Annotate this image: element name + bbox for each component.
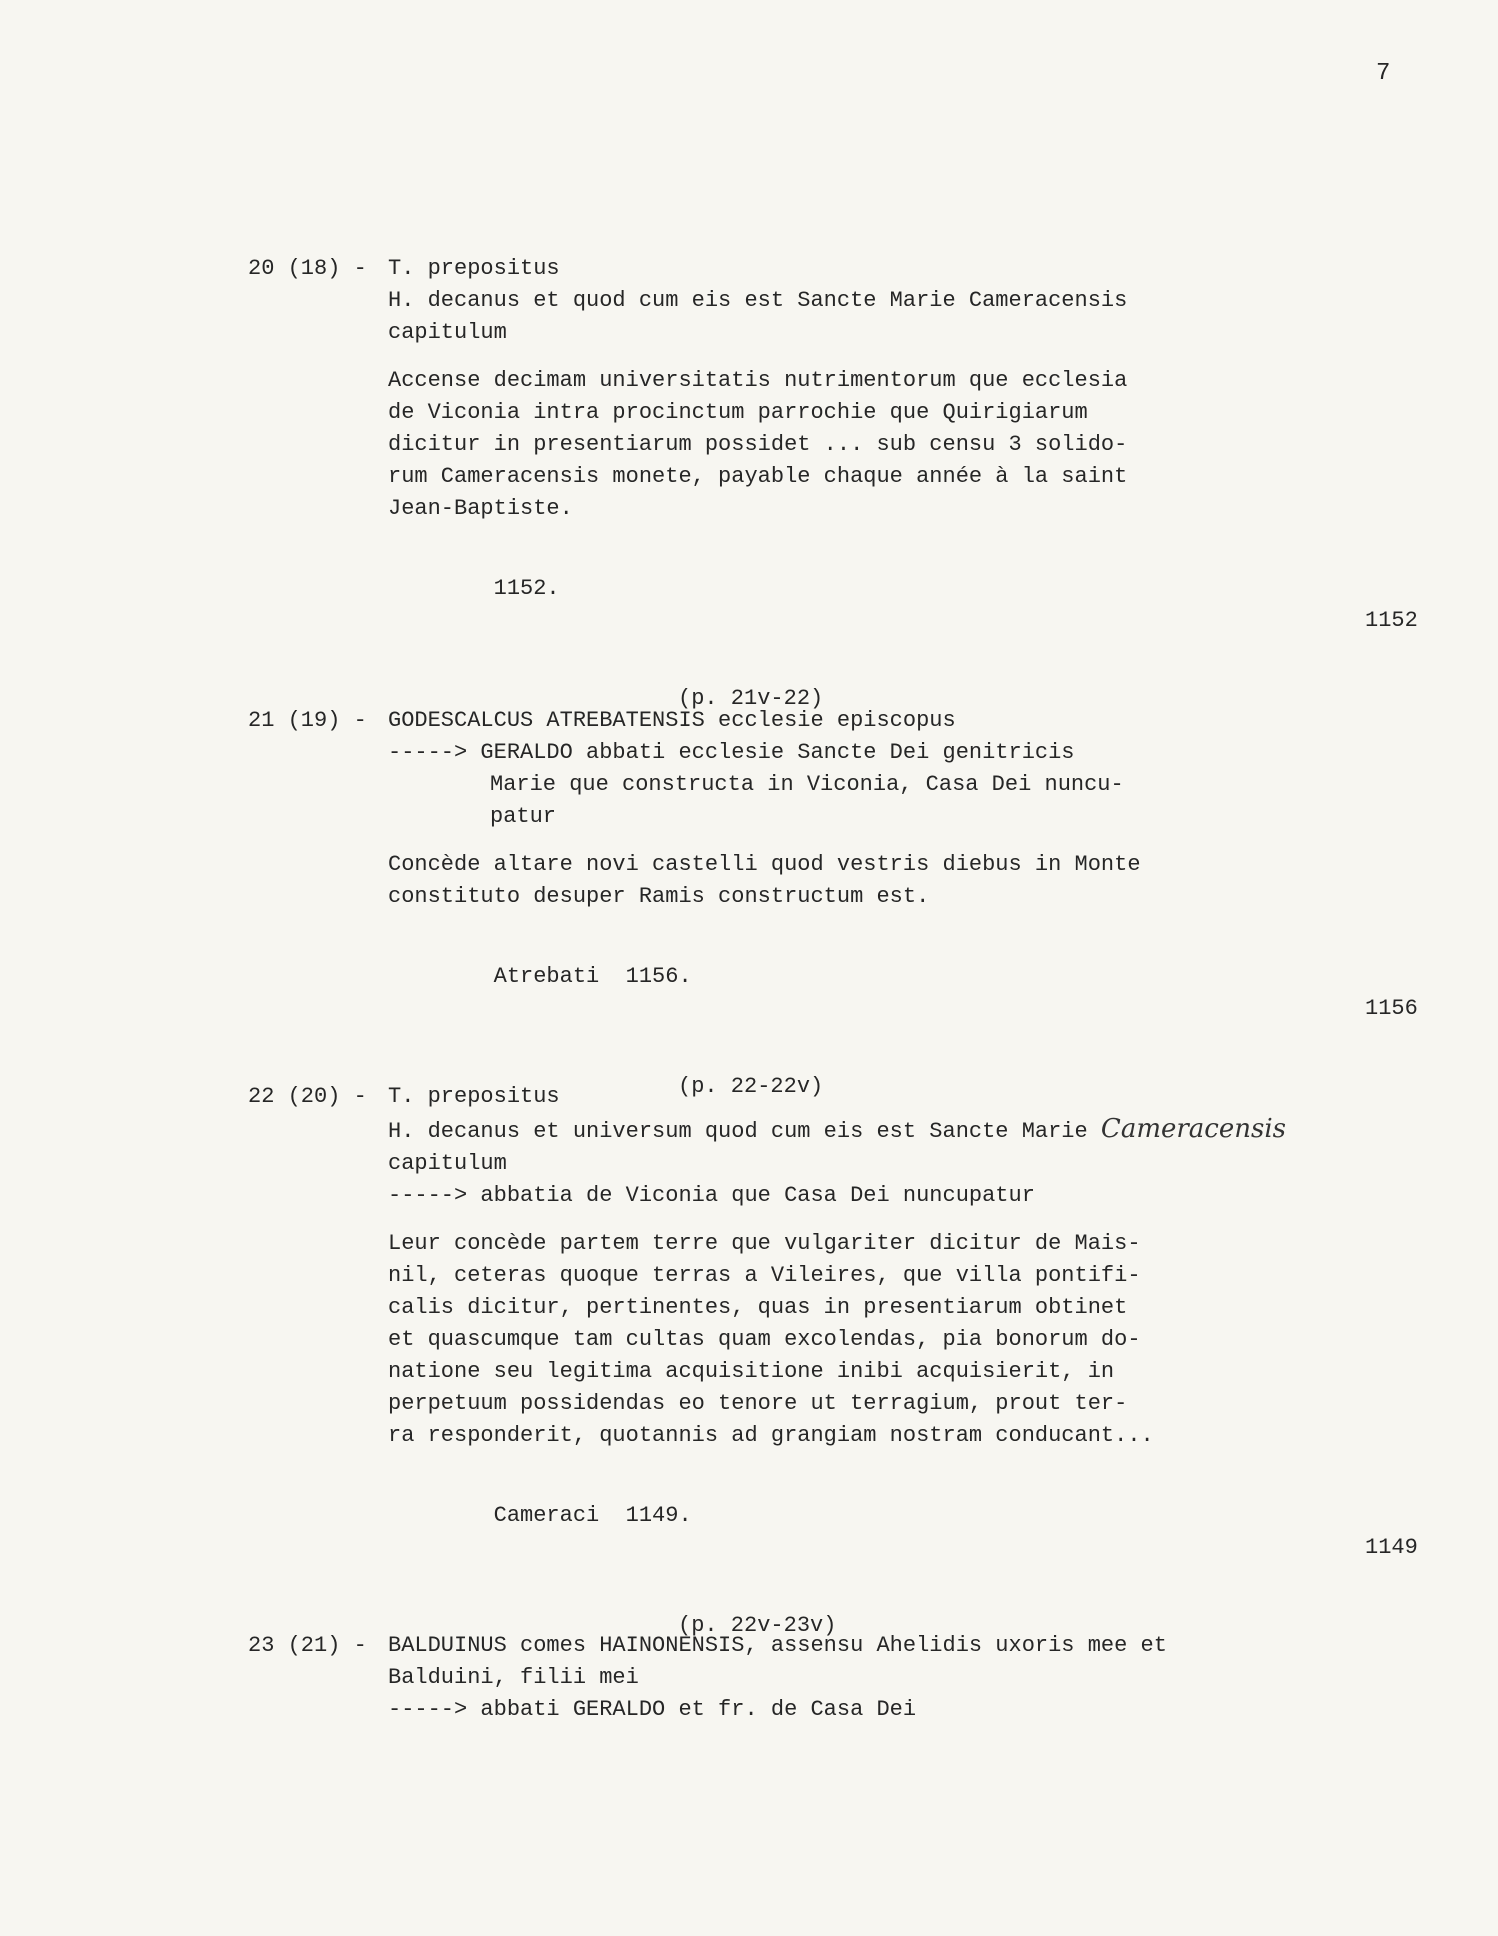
recipient-line: patur [490, 804, 557, 829]
date-text: Atrebati 1156. [493, 964, 692, 989]
issuer-line [388, 1113, 1428, 1148]
recipient-line: -----> abbatia de Viconia que Casa Dei nuncupatur [388, 1183, 1035, 1208]
entry-number: 22 (20) - [248, 1084, 367, 1109]
folio-reference: (p. 22-22v) [678, 1074, 824, 1099]
margin-date: 1149 [1365, 1535, 1418, 1560]
margin-date: 1152 [1365, 608, 1418, 633]
entry-body [388, 1630, 1428, 1726]
folio-reference: (p. 22v-23v) [678, 1613, 837, 1638]
entry-body [388, 705, 1428, 1103]
entry-body [388, 253, 1428, 715]
entry-date [388, 541, 1428, 669]
text-line: natione seu legitima acquisitione inibi acquisierit, in [388, 1359, 1115, 1384]
text-line: Accense decimam universitatis nutrimentorum que ecclesia [388, 368, 1128, 393]
text-line: rum Cameracensis monete, payable chaque année à la saint [388, 464, 1128, 489]
entry-number: 20 (18) - [248, 256, 367, 281]
issuer-line: T. prepositus [388, 1084, 560, 1109]
text-line: Leur concède partem terre que vulgariter dicitur de Mais- [388, 1231, 1141, 1256]
text-line: calis dicitur, pertinentes, quas in presentiarum obtinet [388, 1295, 1128, 1320]
recipient-line: Marie que constructa in Viconia, Casa Dei nuncu- [490, 772, 1124, 797]
issuer-line: BALDUINUS comes HAINONENSIS, assensu Ahelidis uxoris mee et [388, 1633, 1167, 1658]
text-line: de Viconia intra procinctum parrochie que Quirigiarum [388, 400, 1088, 425]
entry-date [388, 1468, 1428, 1596]
margin-date: 1156 [1365, 996, 1418, 1021]
folio-reference: (p. 21v-22) [678, 686, 824, 711]
text-line: nil, ceteras quoque terras a Vileires, que villa pontifi- [388, 1263, 1141, 1288]
issuer-line: T. prepositus [388, 256, 560, 281]
recipient-line: -----> GERALDO abbati ecclesie Sancte Dei genitricis [388, 740, 1075, 765]
text-line: ra responderit, quotannis ad grangiam nostram conducant... [388, 1423, 1154, 1448]
date-text: 1152. [493, 576, 560, 601]
entry-number: 21 (19) - [248, 708, 367, 733]
issuer-line: GODESCALCUS ATREBATENSIS ecclesie episcopus [388, 708, 956, 733]
text-line: dicitur in presentiarum possidet ... sub censu 3 solido- [388, 432, 1128, 457]
entry-date [388, 929, 1428, 1057]
recipient-line: -----> abbati GERALDO et fr. de Casa Dei [388, 1697, 917, 1722]
text-line: Concède altare novi castelli quod vestris diebus in Monte [388, 852, 1141, 877]
entry-body [388, 1081, 1428, 1642]
page-number: 7 [1376, 60, 1391, 87]
text-line: constituto desuper Ramis constructum est. [388, 884, 930, 909]
issuer-text: H. decanus et universum quod cum eis est Sancte Marie [388, 1119, 1088, 1144]
issuer-line: capitulum [388, 1151, 507, 1176]
issuer-line: Balduini, filii mei [388, 1665, 639, 1690]
text-line: Jean-Baptiste. [388, 496, 573, 521]
issuer-line: capitulum [388, 320, 507, 345]
text-line: perpetuum possidendas eo tenore ut terragium, prout ter- [388, 1391, 1128, 1416]
entry-number: 23 (21) - [248, 1633, 367, 1658]
date-text: Cameraci 1149. [493, 1503, 692, 1528]
issuer-line: H. decanus et quod cum eis est Sancte Marie Cameracensis [388, 288, 1128, 313]
handwritten-annotation: Cameracensis [1100, 1114, 1286, 1144]
text-line: et quascumque tam cultas quam excolendas, pia bonorum do- [388, 1327, 1141, 1352]
